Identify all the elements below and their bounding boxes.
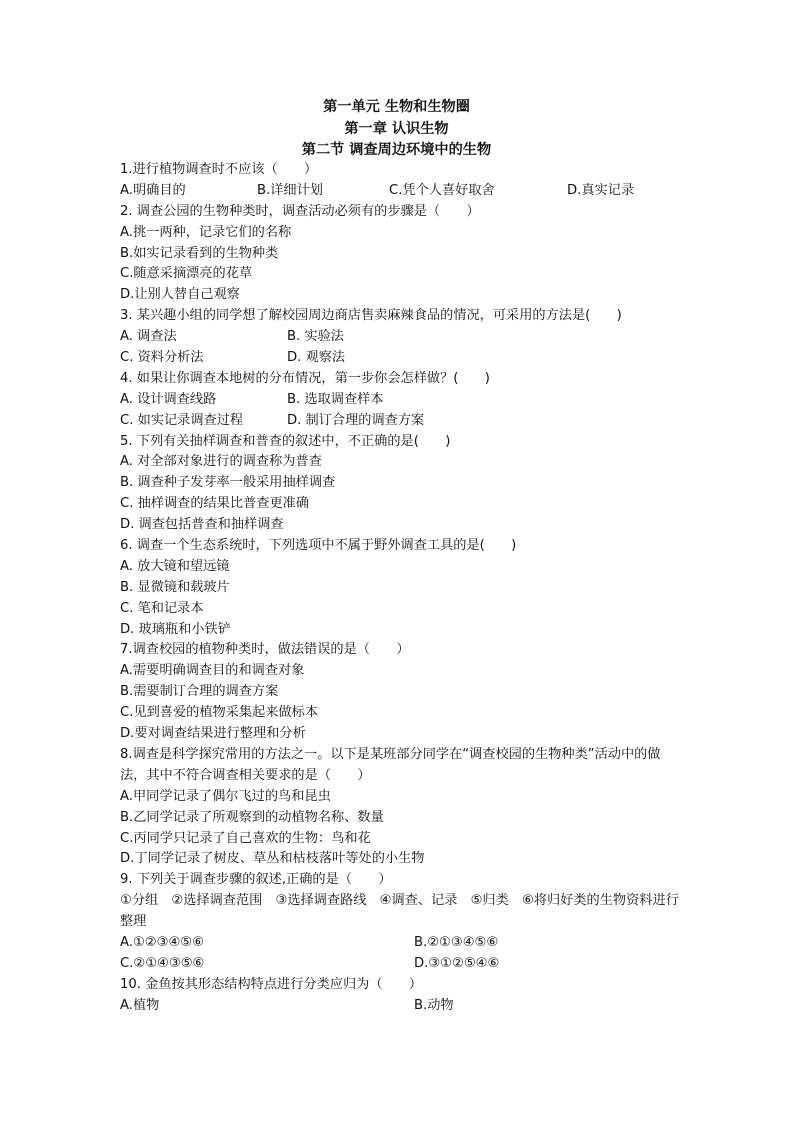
q7-option-a: A.需要明确调查目的和调查对象	[120, 663, 305, 679]
q8-option-c: C.丙同学只记录了自己喜欢的生物：鸟和花	[120, 830, 371, 846]
q3-option-d: D. 观察法	[287, 350, 346, 366]
question-list	[120, 160, 680, 1017]
q4-options-row-1	[120, 390, 680, 411]
q6-option-c: C. 笔和记录本	[120, 600, 204, 616]
q1-option-c: C.凭个人喜好取舍	[389, 182, 495, 198]
q6-option-d: D. 玻璃瓶和小铁铲	[120, 621, 231, 637]
question-1-options	[120, 181, 680, 202]
q10-option-b: B.动物	[414, 997, 454, 1013]
q9-option-a: A.①②③④⑤⑥	[120, 935, 204, 951]
q7-option-c: C.见到喜爱的植物采集起来做标本	[120, 705, 319, 721]
q4-option-d: D. 制订合理的调查方案	[287, 412, 425, 428]
question-10-stem: 10. 金鱼按其形态结构特点进行分类应归为（ ）	[120, 976, 423, 992]
question-5-stem: 5. 下列有关抽样调查和普查的叙述中，不正确的是( )	[120, 433, 451, 449]
q9-option-c: C.②①④③⑤⑥	[120, 955, 205, 971]
q3-option-c: C. 资料分析法	[120, 350, 204, 366]
question-2-stem: 2. 调查公园的生物种类时，调查活动必须有的步骤是（ ）	[120, 203, 480, 219]
question-8-stem: 8.调查是科学探究常用的方法之一。以下是某班部分同学在“调查校园的生物种类”活动中的做法，其中不符合调查相关要求的是（ ）	[120, 746, 661, 783]
q8-option-b: B.乙同学记录了所观察到的动植物名称、数量	[120, 809, 384, 825]
question-1-stem: 1.进行植物调查时不应该（ ）	[120, 162, 318, 177]
q2-option-d: D.让别人替自己观察	[120, 287, 240, 303]
q9-option-b: B.②①③④⑤⑥	[414, 935, 499, 951]
q10-options-row-1	[120, 996, 680, 1017]
q1-option-d: D.真实记录	[567, 182, 635, 198]
q4-option-c: C. 如实记录调查过程	[120, 412, 244, 428]
q9-option-d: D.③①②⑤④⑥	[414, 955, 500, 971]
q5-option-b: B. 调查种子发芽率一般采用抽样调查	[120, 475, 336, 491]
q2-option-b: B.如实记录看到的生物种类	[120, 245, 279, 261]
q1-option-a: A.明确目的	[120, 182, 186, 198]
q1-option-b: B.详细计划	[257, 182, 323, 198]
q3-option-b: B. 实验法	[287, 329, 344, 345]
q7-option-d: D.要对调查结果进行整理和分析	[120, 726, 306, 742]
q9-options-row-1	[120, 933, 680, 954]
question-7-stem: 7.调查校园的植物种类时，做法错误的是（ ）	[120, 642, 410, 658]
chapter-title: 第一章 认识生物	[344, 121, 449, 137]
q4-option-b: B. 选取调查样本	[287, 391, 384, 407]
q3-options-row-2	[120, 348, 680, 369]
q5-option-a: A. 对全部对象进行的调查称为普查	[120, 454, 322, 470]
q6-option-b: B. 显微镜和载玻片	[120, 579, 230, 595]
q10-option-a: A.植物	[120, 997, 160, 1013]
question-9-steps: ①分组 ②选择调查范围 ③选择调查路线 ④调查、记录 ⑤归类 ⑥将归好类的生物资料进行整理	[120, 893, 679, 930]
q6-option-a: A. 放大镜和望远镜	[120, 558, 230, 574]
q8-option-d: D.丁同学记录了树皮、草丛和枯枝落叶等处的小生物	[120, 851, 425, 867]
q5-option-d: D. 调查包括普查和抽样调查	[120, 517, 284, 533]
q3-option-a: A. 调查法	[120, 329, 177, 345]
unit-title: 第一单元 生物和生物圈	[323, 99, 470, 115]
q9-options-row-2	[120, 954, 680, 975]
q2-option-c: C.随意采摘漂亮的花草	[120, 266, 253, 282]
section-title: 第二节 调查周边环境中的生物	[301, 142, 492, 158]
question-3-stem: 3. 某兴趣小组的同学想了解校园周边商店售卖麻辣食品的情况，可采用的方法是( )	[120, 308, 622, 324]
q7-option-b: B.需要制订合理的调查方案	[120, 684, 279, 700]
q3-options-row-1	[120, 327, 680, 348]
q5-option-c: C. 抽样调查的结果比普查更准确	[120, 496, 310, 512]
q4-options-row-2	[120, 411, 680, 432]
question-6-stem: 6. 调查一个生态系统时，下列选项中不属于野外调查工具的是( )	[120, 538, 517, 554]
q2-option-a: A.挑一两种，记录它们的名称	[120, 224, 292, 240]
question-9-stem: 9. 下列关于调查步骤的叙述,正确的是（ ）	[120, 872, 392, 888]
q8-option-a: A.甲同学记录了偶尔飞过的鸟和昆虫	[120, 788, 331, 804]
q4-option-a: A. 设计调查线路	[120, 391, 217, 407]
question-4-stem: 4. 如果让你调查本地树的分布情况，第一步你会怎样做？( )	[120, 370, 490, 386]
